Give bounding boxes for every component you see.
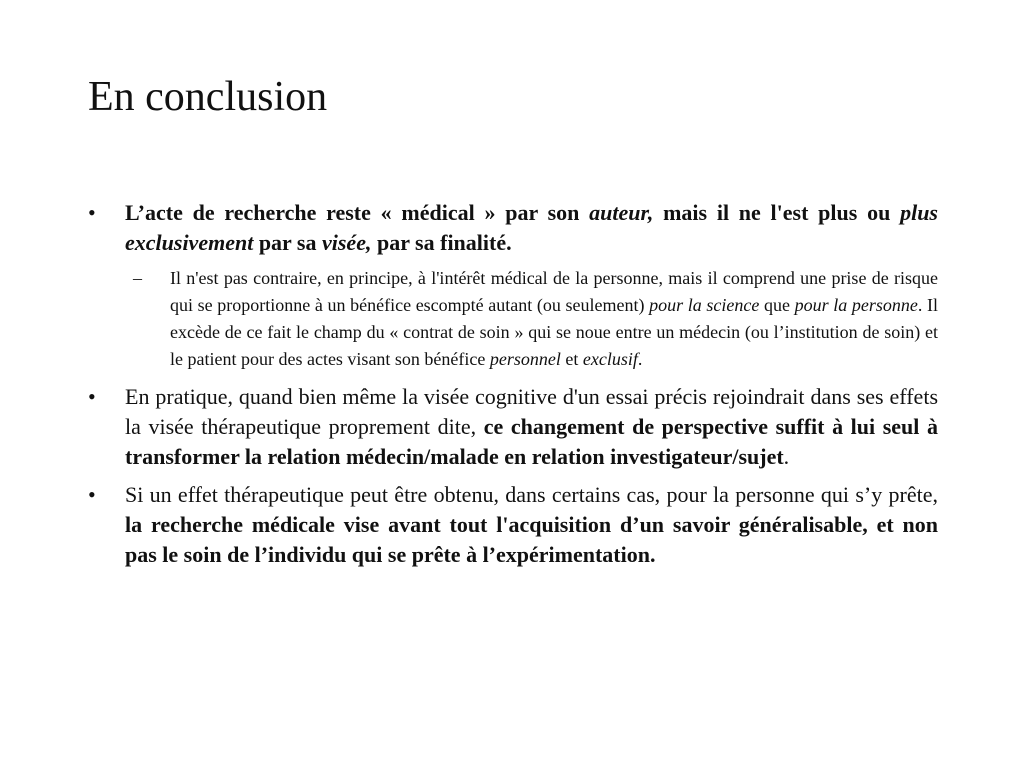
bullet-3-text: Si un effet thérapeutique peut être obtenu, dans certains cas, pour la personne qui s’y prête, la recherche médicale vise avant tout l'acquisition d’un savoir généralisable, et non pas le soin de l’individu qui se prête à l’expérimentation. (125, 482, 938, 567)
bullet-marker: • (88, 384, 96, 409)
sub-bullet-1 (133, 265, 938, 373)
bullet-2 (88, 382, 938, 472)
sub-bullet-1-text: Il n'est pas contraire, en principe, à l'intérêt médical de la personne, mais il comprend une prise de risque qui se proportionne à un bénéfice escompté autant (ou seulement) pour la science que pour la personne. Il excède de ce fait le champ du « contrat de soin » qui se noue entre un médecin (ou l’institution de soin) et le patient pour des actes visant son bénéfice personnel et exclusif. (170, 268, 938, 369)
bullet-2-text: En pratique, quand bien même la visée cognitive d'un essai précis rejoindrait dans ses effets la visée thérapeutique proprement dite, ce changement de perspective suffit à lui seul à transformer la relation médecin/malade en relation investigateur/sujet. (125, 384, 938, 469)
bullet-3 (88, 480, 938, 570)
sub-bullet-marker: – (133, 268, 142, 288)
bullet-marker: • (88, 200, 96, 225)
bullet-1-text-bold: L’acte de recherche reste « médical » par son auteur, mais il ne l'est plus ou plus exclusivement par sa visée, par sa finalité. (125, 200, 938, 255)
slide-title: En conclusion (88, 74, 328, 120)
bullet-1 (88, 198, 938, 258)
bullet-marker: • (88, 482, 96, 507)
slide-body (88, 198, 938, 570)
